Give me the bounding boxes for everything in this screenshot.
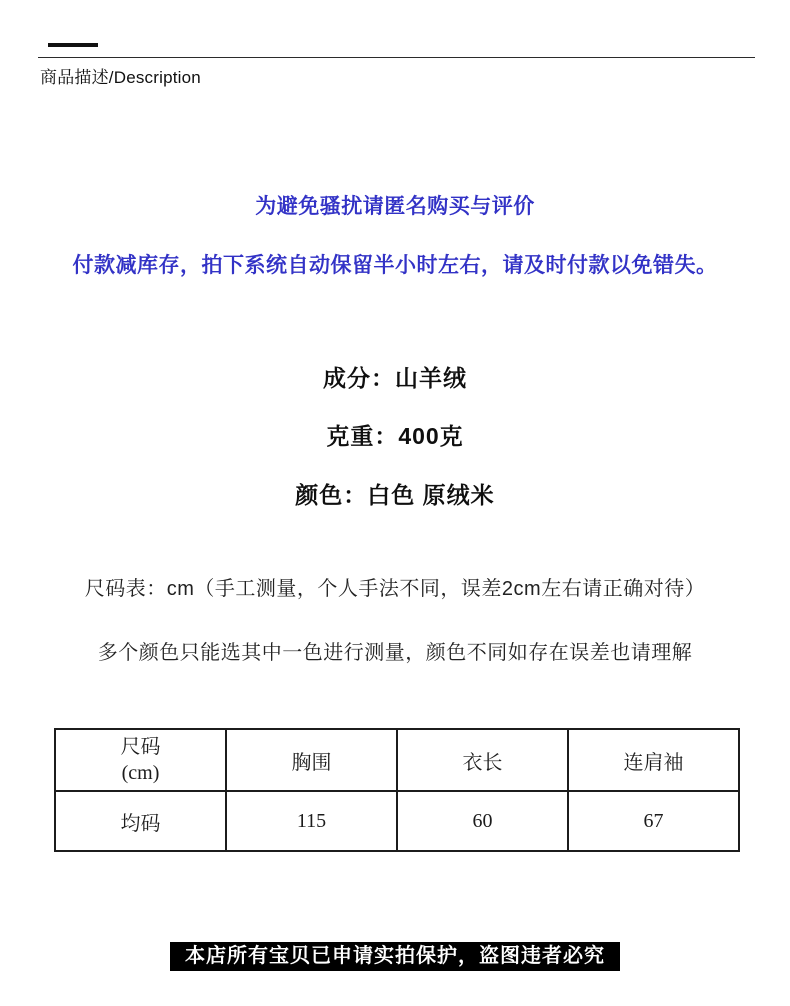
size-header-unit: (cm) (121, 762, 160, 784)
size-table-header-bust: 胸围 (226, 729, 397, 791)
footer-container (0, 942, 790, 971)
spec-weight: 克重：400克 (326, 423, 464, 449)
page-title: 商品描述/Description (40, 68, 201, 87)
size-table-header-sleeve: 连肩袖 (568, 729, 739, 791)
cell-sleeve-value: 67 (568, 791, 739, 851)
notice-anonymous-purchase: 为避免骚扰请匿名购买与评价 (255, 195, 535, 218)
cell-bust-value: 115 (226, 791, 397, 851)
size-header-label: 尺码 (120, 736, 161, 758)
anti-theft-banner: 本店所有宝贝已申请实拍保护，盗图违者必究 (170, 942, 620, 971)
size-table (54, 728, 740, 852)
spec-color: 颜色：白色 原绒米 (295, 482, 495, 508)
header-divider (38, 57, 755, 58)
spec-composition: 成分：山羊绒 (323, 365, 467, 391)
cell-length-value: 60 (397, 791, 568, 851)
size-note-measurement: 尺码表：cm（手工测量，个人手法不同，误差2cm左右请正确对待） (84, 578, 706, 600)
size-note-tolerance: 多个颜色只能选其中一色进行测量，颜色不同如存在误差也请理解 (97, 642, 693, 664)
cell-size-value: 均码 (55, 791, 226, 851)
header-accent-line (48, 43, 98, 47)
size-table-header-size (55, 729, 226, 791)
notice-payment-reminder: 付款减库存，拍下系统自动保留半小时左右，请及时付款以免错失。 (72, 254, 718, 277)
size-table-header-length: 衣长 (397, 729, 568, 791)
size-table-data-row (55, 791, 739, 851)
size-table-header-row (55, 729, 739, 791)
